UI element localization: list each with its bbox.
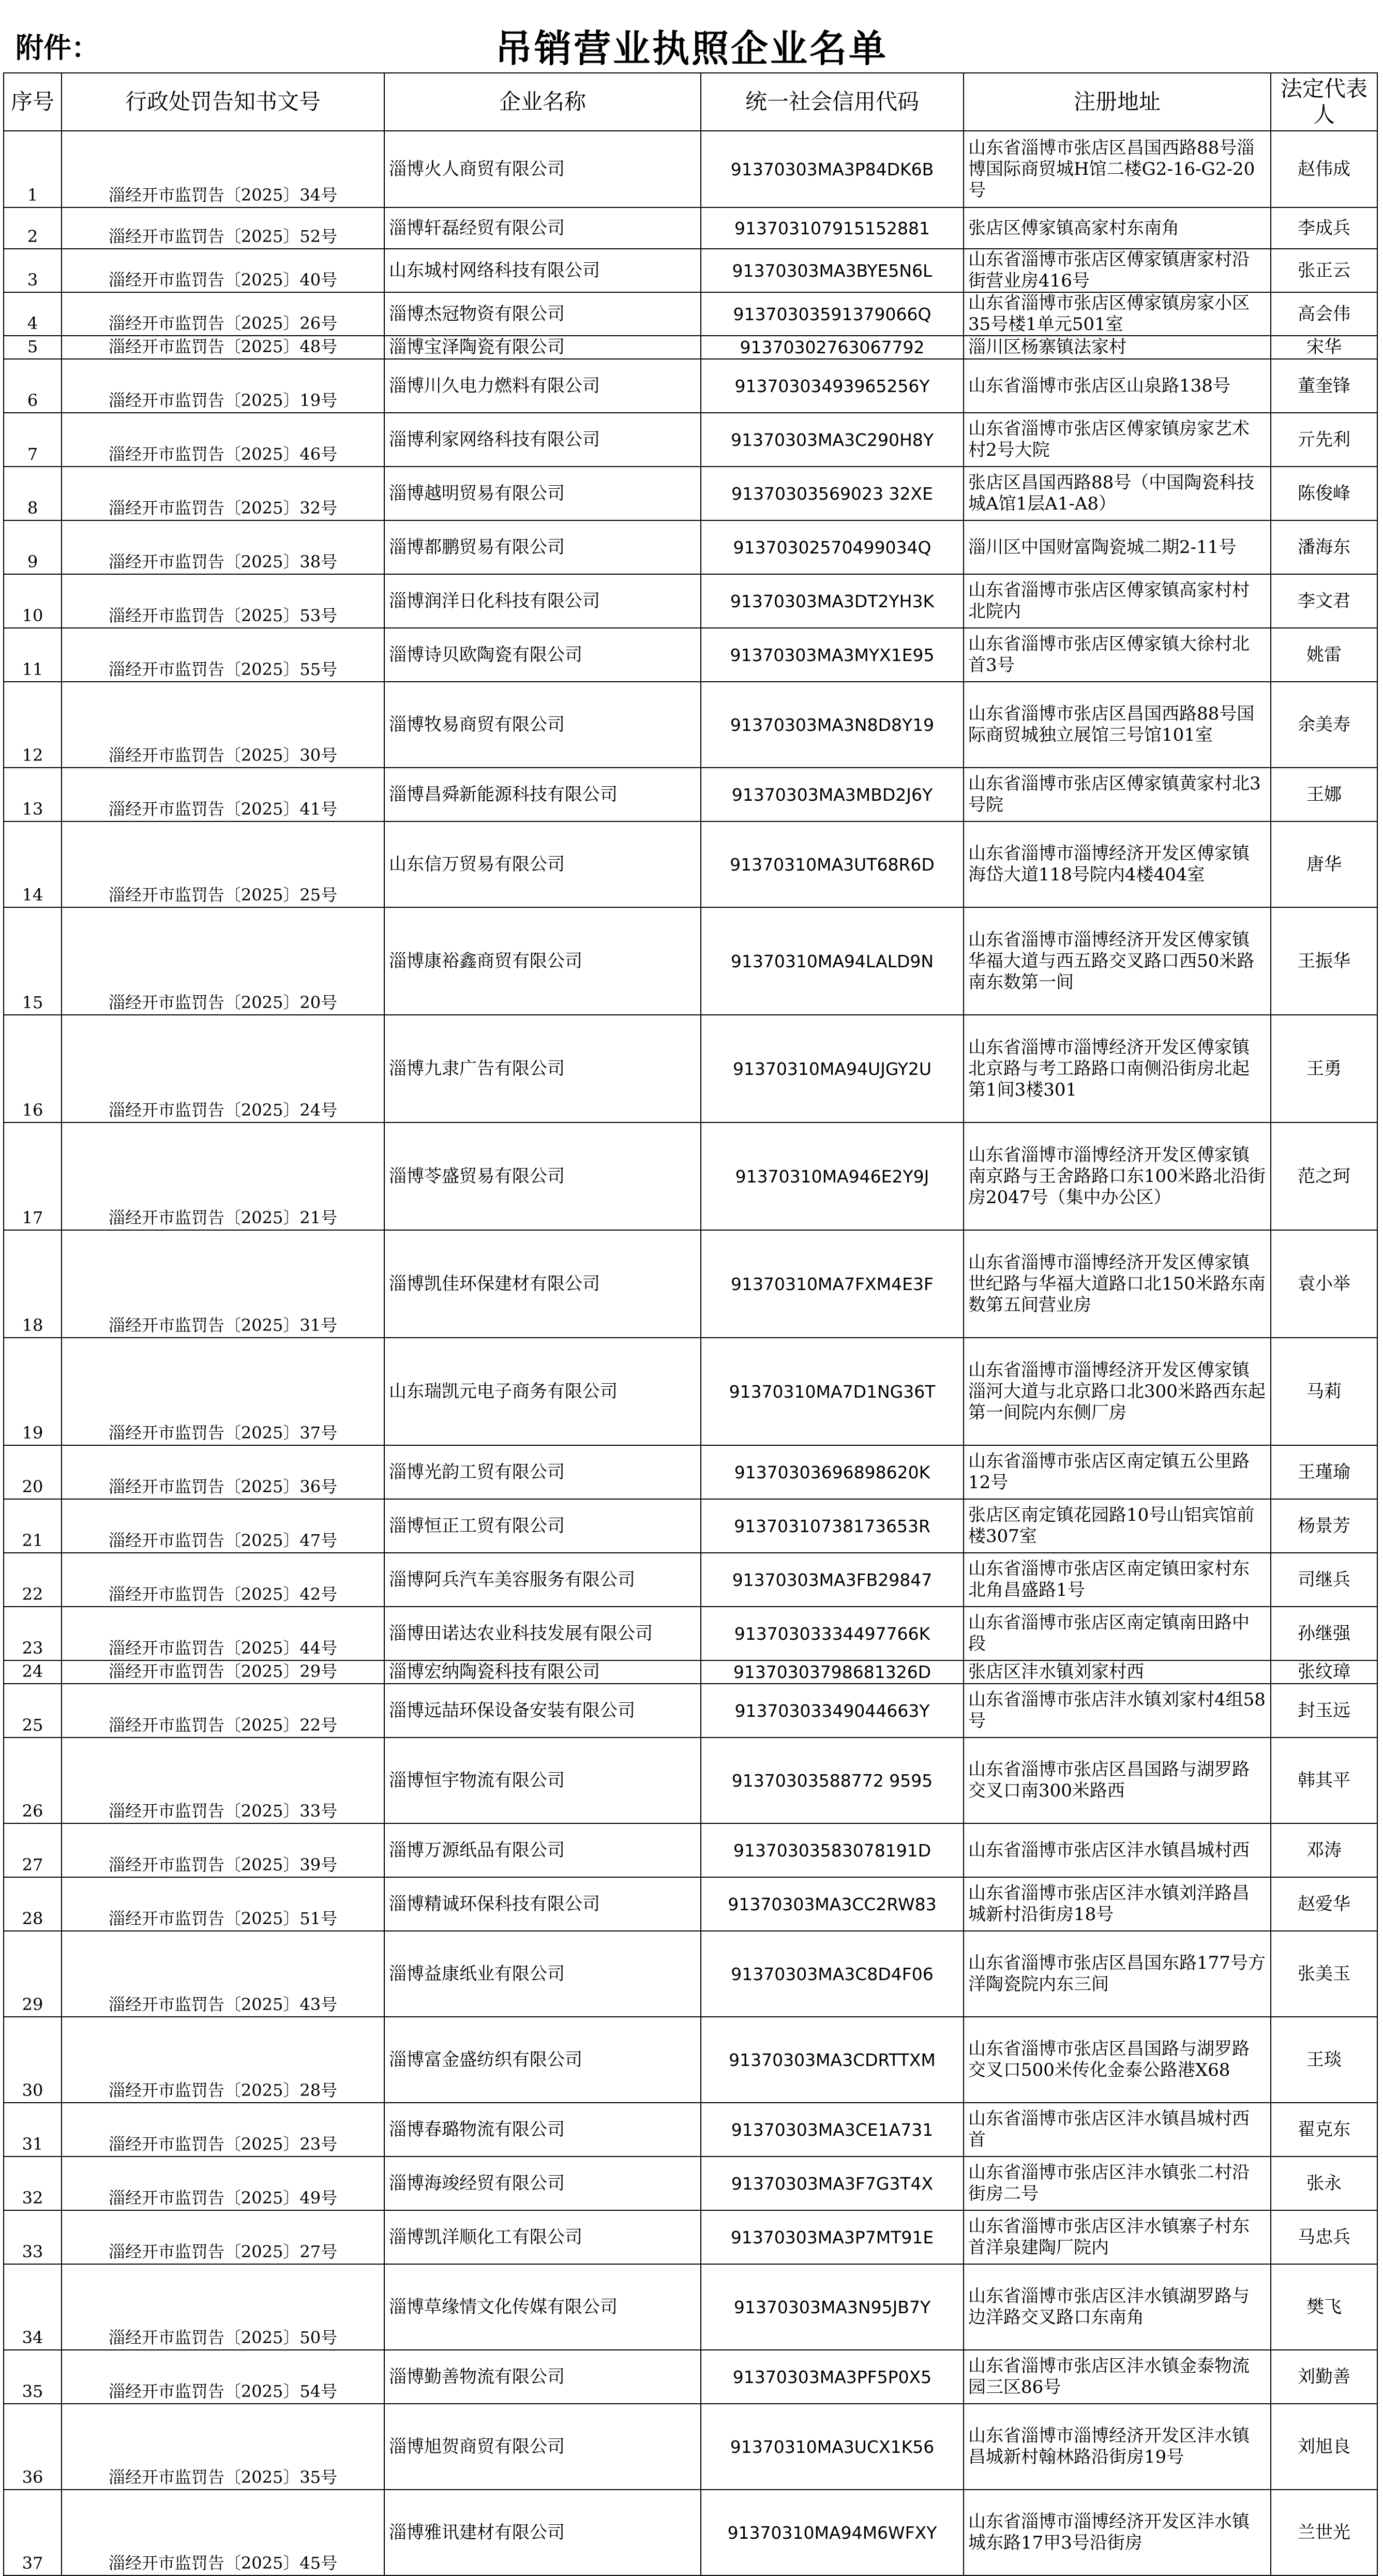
cell-legal-rep: 王振华 <box>1271 907 1377 1015</box>
cell-legal-rep: 唐华 <box>1271 821 1377 907</box>
cell-company-name: 淄博川久电力燃料有限公司 <box>384 359 701 413</box>
cell-doc-number: 淄经开市监罚告〔2025〕27号 <box>62 2210 384 2264</box>
cell-company-name: 淄博勤善物流有限公司 <box>384 2350 701 2404</box>
cell-seq: 11 <box>4 628 62 682</box>
cell-credit-code: 91370310MA3UCX1K56 <box>701 2404 964 2490</box>
table-row <box>4 2017 1377 2103</box>
cell-seq: 7 <box>4 413 62 467</box>
cell-seq: 33 <box>4 2210 62 2264</box>
cell-company-name: 淄博阿兵汽车美容服务有限公司 <box>384 1553 701 1607</box>
table-row <box>4 520 1377 574</box>
table-row <box>4 292 1377 336</box>
cell-company-name: 淄博益康纸业有限公司 <box>384 1931 701 2017</box>
cell-company-name: 淄博海竣经贸有限公司 <box>384 2156 701 2210</box>
cell-legal-rep: 高会伟 <box>1271 292 1377 336</box>
table-row <box>4 1660 1377 1684</box>
cell-legal-rep: 马忠兵 <box>1271 2210 1377 2264</box>
table-row <box>4 359 1377 413</box>
table-row <box>4 2210 1377 2264</box>
cell-credit-code: 91370303MA3PF5P0X5 <box>701 2350 964 2404</box>
cell-seq: 36 <box>4 2404 62 2490</box>
table-row <box>4 628 1377 682</box>
cell-seq: 10 <box>4 574 62 628</box>
cell-legal-rep: 李成兵 <box>1271 207 1377 249</box>
cell-address: 山东省淄博市张店区沣水镇刘洋路昌城新村沿街房18号 <box>964 1877 1271 1931</box>
cell-credit-code: 91370303MA3CDRTTXM <box>701 2017 964 2103</box>
cell-address: 淄川区中国财富陶瓷城二期2-11号 <box>964 520 1271 574</box>
cell-doc-number: 淄经开市监罚告〔2025〕34号 <box>62 131 384 207</box>
cell-doc-number: 淄经开市监罚告〔2025〕30号 <box>62 682 384 768</box>
cell-doc-number: 淄经开市监罚告〔2025〕51号 <box>62 1877 384 1931</box>
cell-company-name: 淄博牧易商贸有限公司 <box>384 682 701 768</box>
cell-credit-code: 91370303MA3N95JB7Y <box>701 2264 964 2350</box>
table-row <box>4 821 1377 907</box>
cell-doc-number: 淄经开市监罚告〔2025〕31号 <box>62 1230 384 1338</box>
cell-doc-number: 淄经开市监罚告〔2025〕28号 <box>62 2017 384 2103</box>
cell-address: 山东省淄博市张店区沣水镇昌城村西 <box>964 1823 1271 1877</box>
cell-credit-code: 91370310MA94UJGY2U <box>701 1015 964 1122</box>
cell-legal-rep: 李文君 <box>1271 574 1377 628</box>
table-row <box>4 682 1377 768</box>
cell-legal-rep: 王勇 <box>1271 1015 1377 1122</box>
cell-credit-code: 91370303MA3BYE5N6L <box>701 249 964 292</box>
table-row <box>4 907 1377 1015</box>
cell-company-name: 淄博光韵工贸有限公司 <box>384 1445 701 1499</box>
table-header-row <box>4 73 1377 131</box>
cell-doc-number: 淄经开市监罚告〔2025〕50号 <box>62 2264 384 2350</box>
cell-doc-number: 淄经开市监罚告〔2025〕48号 <box>62 336 384 359</box>
cell-legal-rep: 张正云 <box>1271 249 1377 292</box>
cell-company-name: 淄博精诚环保科技有限公司 <box>384 1877 701 1931</box>
cell-company-name: 淄博都鹏贸易有限公司 <box>384 520 701 574</box>
table-row <box>4 1931 1377 2017</box>
header-address: 注册地址 <box>964 73 1271 131</box>
cell-credit-code: 91370310738173653R <box>701 1499 964 1553</box>
cell-address: 山东省淄博市张店沣水镇刘家村4组58号 <box>964 1684 1271 1738</box>
cell-address: 山东省淄博市淄博经济开发区沣水镇昌城新村翰林路沿街房19号 <box>964 2404 1271 2490</box>
cell-company-name: 淄博九隶广告有限公司 <box>384 1015 701 1122</box>
cell-legal-rep: 王娜 <box>1271 768 1377 821</box>
cell-seq: 18 <box>4 1230 62 1338</box>
cell-company-name: 淄博润洋日化科技有限公司 <box>384 574 701 628</box>
cell-company-name: 淄博远喆环保设备安装有限公司 <box>384 1684 701 1738</box>
cell-address: 山东省淄博市淄博经济开发区傅家镇淄河大道与北京路口北300米路西东起第一间院内东侧厂房 <box>964 1338 1271 1445</box>
cell-doc-number: 淄经开市监罚告〔2025〕32号 <box>62 467 384 520</box>
cell-legal-rep: 马莉 <box>1271 1338 1377 1445</box>
cell-credit-code: 91370303MA3N8D8Y19 <box>701 682 964 768</box>
cell-company-name: 淄博宏纳陶瓷科技有限公司 <box>384 1660 701 1684</box>
cell-address: 张店区南定镇花园路10号山铝宾馆前楼307室 <box>964 1499 1271 1553</box>
cell-address: 山东省淄博市张店区傅家镇唐家村沿街营业房416号 <box>964 249 1271 292</box>
cell-company-name: 淄博昌舜新能源科技有限公司 <box>384 768 701 821</box>
table-row <box>4 1684 1377 1738</box>
table-row <box>4 1338 1377 1445</box>
cell-company-name: 淄博恒正工贸有限公司 <box>384 1499 701 1553</box>
cell-credit-code: 91370310MA3UT68R6D <box>701 821 964 907</box>
cell-company-name: 淄博万源纸品有限公司 <box>384 1823 701 1877</box>
cell-legal-rep: 姚雷 <box>1271 628 1377 682</box>
table-row <box>4 1445 1377 1499</box>
cell-legal-rep: 余美寿 <box>1271 682 1377 768</box>
cell-credit-code: 91370303MA3CE1A731 <box>701 2103 964 2156</box>
table-row <box>4 413 1377 467</box>
cell-address: 山东省淄博市张店区沣水镇昌城村西首 <box>964 2103 1271 2156</box>
cell-doc-number: 淄经开市监罚告〔2025〕49号 <box>62 2156 384 2210</box>
cell-credit-code: 91370302570499034Q <box>701 520 964 574</box>
table-row <box>4 336 1377 359</box>
cell-credit-code: 91370310MA946E2Y9J <box>701 1122 964 1230</box>
cell-address: 山东省淄博市张店区南定镇五公里路12号 <box>964 1445 1271 1499</box>
cell-address: 山东省淄博市张店区沣水镇张二村沿街房二号 <box>964 2156 1271 2210</box>
cell-legal-rep: 刘勤善 <box>1271 2350 1377 2404</box>
cell-seq: 30 <box>4 2017 62 2103</box>
table-row <box>4 467 1377 520</box>
table-row <box>4 1738 1377 1823</box>
cell-seq: 34 <box>4 2264 62 2350</box>
cell-address: 张店区傅家镇高家村东南角 <box>964 207 1271 249</box>
cell-doc-number: 淄经开市监罚告〔2025〕29号 <box>62 1660 384 1684</box>
cell-company-name: 淄博春璐物流有限公司 <box>384 2103 701 2156</box>
table-row <box>4 768 1377 821</box>
cell-seq: 29 <box>4 1931 62 2017</box>
cell-address: 山东省淄博市张店区昌国路与湖罗路交叉口南300米路西 <box>964 1738 1271 1823</box>
cell-legal-rep: 赵伟成 <box>1271 131 1377 207</box>
cell-seq: 23 <box>4 1607 62 1660</box>
cell-doc-number: 淄经开市监罚告〔2025〕44号 <box>62 1607 384 1660</box>
cell-legal-rep: 王瑾瑜 <box>1271 1445 1377 1499</box>
cell-address: 山东省淄博市淄博经济开发区傅家镇华福大道与西五路交叉路口西50米路南东数第一间 <box>964 907 1271 1015</box>
cell-legal-rep: 亓先利 <box>1271 413 1377 467</box>
cell-doc-number: 淄经开市监罚告〔2025〕23号 <box>62 2103 384 2156</box>
cell-address: 山东省淄博市张店区傅家镇房家艺术村2号大院 <box>964 413 1271 467</box>
cell-company-name: 淄博杰冠物资有限公司 <box>384 292 701 336</box>
table-row <box>4 1122 1377 1230</box>
cell-address: 山东省淄博市张店区昌国西路88号淄博国际商贸城H馆二楼G2-16-G2-20号 <box>964 131 1271 207</box>
header-credit-code: 统一社会信用代码 <box>701 73 964 131</box>
cell-doc-number: 淄经开市监罚告〔2025〕20号 <box>62 907 384 1015</box>
cell-legal-rep: 张纹璋 <box>1271 1660 1377 1684</box>
cell-address: 张店区沣水镇刘家村西 <box>964 1660 1271 1684</box>
cell-credit-code: 913703107915152881 <box>701 207 964 249</box>
cell-credit-code: 91370303MA3MYX1E95 <box>701 628 964 682</box>
cell-seq: 5 <box>4 336 62 359</box>
table-row <box>4 1823 1377 1877</box>
cell-legal-rep: 宋华 <box>1271 336 1377 359</box>
cell-address: 山东省淄博市张店区傅家镇大徐村北首3号 <box>964 628 1271 682</box>
cell-seq: 3 <box>4 249 62 292</box>
cell-seq: 32 <box>4 2156 62 2210</box>
cell-address: 山东省淄博市张店区傅家镇黄家村北3号院 <box>964 768 1271 821</box>
cell-legal-rep: 赵爱华 <box>1271 1877 1377 1931</box>
cell-company-name: 山东城村网络科技有限公司 <box>384 249 701 292</box>
cell-legal-rep: 封玉远 <box>1271 1684 1377 1738</box>
cell-company-name: 淄博火人商贸有限公司 <box>384 131 701 207</box>
cell-company-name: 淄博越明贸易有限公司 <box>384 467 701 520</box>
cell-company-name: 淄博田诺达农业科技发展有限公司 <box>384 1607 701 1660</box>
cell-credit-code: 91370303MA3CC2RW83 <box>701 1877 964 1931</box>
cell-company-name: 淄博康裕鑫商贸有限公司 <box>384 907 701 1015</box>
cell-doc-number: 淄经开市监罚告〔2025〕35号 <box>62 2404 384 2490</box>
table-row <box>4 1499 1377 1553</box>
table-row <box>4 2404 1377 2490</box>
attachment-label: 附件： <box>16 32 99 64</box>
table-row <box>4 1553 1377 1607</box>
cell-seq: 27 <box>4 1823 62 1877</box>
cell-credit-code: 91370303MA3FB29847 <box>701 1553 964 1607</box>
cell-address: 山东省淄博市淄博经济开发区傅家镇北京路与考工路路口南侧沿街房北起第1间3楼301 <box>964 1015 1271 1122</box>
cell-doc-number: 淄经开市监罚告〔2025〕40号 <box>62 249 384 292</box>
cell-credit-code: 91370303MA3F7G3T4X <box>701 2156 964 2210</box>
table-row <box>4 1230 1377 1338</box>
header-seq: 序号 <box>4 73 62 131</box>
cell-address: 山东省淄博市张店区傅家镇房家小区35号楼1单元501室 <box>964 292 1271 336</box>
cell-seq: 6 <box>4 359 62 413</box>
cell-seq: 16 <box>4 1015 62 1122</box>
revocation-table <box>3 72 1378 2576</box>
cell-doc-number: 淄经开市监罚告〔2025〕19号 <box>62 359 384 413</box>
cell-seq: 25 <box>4 1684 62 1738</box>
cell-credit-code: 91370310MA94LALD9N <box>701 907 964 1015</box>
cell-company-name: 淄博苓盛贸易有限公司 <box>384 1122 701 1230</box>
cell-seq: 35 <box>4 2350 62 2404</box>
table-row <box>4 2490 1377 2575</box>
cell-doc-number: 淄经开市监罚告〔2025〕22号 <box>62 1684 384 1738</box>
cell-credit-code: 91370303569023 32XE <box>701 467 964 520</box>
cell-address: 山东省淄博市张店区沣水镇金泰物流园三区86号 <box>964 2350 1271 2404</box>
cell-address: 山东省淄博市张店区沣水镇湖罗路与边洋路交叉路口东南角 <box>964 2264 1271 2350</box>
table-row <box>4 2350 1377 2404</box>
cell-seq: 4 <box>4 292 62 336</box>
cell-legal-rep: 陈俊峰 <box>1271 467 1377 520</box>
cell-address: 山东省淄博市淄博经济开发区傅家镇南京路与王舍路路口东100米路北沿街房2047号（集中办公区） <box>964 1122 1271 1230</box>
cell-seq: 37 <box>4 2490 62 2575</box>
cell-doc-number: 淄经开市监罚告〔2025〕43号 <box>62 1931 384 2017</box>
table-row <box>4 2156 1377 2210</box>
cell-legal-rep: 王琰 <box>1271 2017 1377 2103</box>
cell-company-name: 淄博旭贺商贸有限公司 <box>384 2404 701 2490</box>
cell-seq: 8 <box>4 467 62 520</box>
cell-credit-code: 91370303583078191D <box>701 1823 964 1877</box>
cell-legal-rep: 韩其平 <box>1271 1738 1377 1823</box>
cell-seq: 1 <box>4 131 62 207</box>
cell-address: 山东省淄博市张店区傅家镇高家村村北院内 <box>964 574 1271 628</box>
cell-credit-code: 91370303MA3P84DK6B <box>701 131 964 207</box>
cell-company-name: 淄博凯佳环保建材有限公司 <box>384 1230 701 1338</box>
cell-company-name: 淄博恒宇物流有限公司 <box>384 1738 701 1823</box>
cell-seq: 9 <box>4 520 62 574</box>
table-row <box>4 2103 1377 2156</box>
cell-doc-number: 淄经开市监罚告〔2025〕54号 <box>62 2350 384 2404</box>
cell-doc-number: 淄经开市监罚告〔2025〕41号 <box>62 768 384 821</box>
cell-seq: 28 <box>4 1877 62 1931</box>
table-row <box>4 249 1377 292</box>
cell-doc-number: 淄经开市监罚告〔2025〕24号 <box>62 1015 384 1122</box>
table-row <box>4 1015 1377 1122</box>
table-row <box>4 207 1377 249</box>
cell-address: 张店区昌国西路88号（中国陶瓷科技城A馆1层A1-A8） <box>964 467 1271 520</box>
cell-company-name: 淄博草缘情文化传媒有限公司 <box>384 2264 701 2350</box>
cell-company-name: 山东信万贸易有限公司 <box>384 821 701 907</box>
cell-seq: 15 <box>4 907 62 1015</box>
cell-seq: 20 <box>4 1445 62 1499</box>
table-row <box>4 2264 1377 2350</box>
cell-credit-code: 91370310MA7D1NG36T <box>701 1338 964 1445</box>
cell-doc-number: 淄经开市监罚告〔2025〕52号 <box>62 207 384 249</box>
cell-address: 山东省淄博市淄博经济开发区傅家镇世纪路与华福大道路口北150米路东南数第五间营业房 <box>964 1230 1271 1338</box>
cell-company-name: 淄博诗贝欧陶瓷有限公司 <box>384 628 701 682</box>
header-doc-number: 行政处罚告知书文号 <box>62 73 384 131</box>
cell-credit-code: 91370303MA3C8D4F06 <box>701 1931 964 2017</box>
cell-seq: 14 <box>4 821 62 907</box>
cell-credit-code: 91370310MA7FXM4E3F <box>701 1230 964 1338</box>
cell-seq: 31 <box>4 2103 62 2156</box>
cell-legal-rep: 兰世光 <box>1271 2490 1377 2575</box>
cell-doc-number: 淄经开市监罚告〔2025〕21号 <box>62 1122 384 1230</box>
cell-legal-rep: 张永 <box>1271 2156 1377 2210</box>
cell-company-name: 淄博凯洋顺化工有限公司 <box>384 2210 701 2264</box>
cell-address: 山东省淄博市张店区昌国西路88号国际商贸城独立展馆三号馆101室 <box>964 682 1271 768</box>
cell-address: 山东省淄博市张店区南定镇田家村东北角昌盛路1号 <box>964 1553 1271 1607</box>
table-row <box>4 1877 1377 1931</box>
cell-company-name: 淄博利家网络科技有限公司 <box>384 413 701 467</box>
cell-seq: 26 <box>4 1738 62 1823</box>
cell-legal-rep: 袁小举 <box>1271 1230 1377 1338</box>
cell-address: 淄川区杨寨镇法家村 <box>964 336 1271 359</box>
cell-legal-rep: 范之珂 <box>1271 1122 1377 1230</box>
cell-address: 山东省淄博市淄博经济开发区傅家镇海岱大道118号院内4楼404室 <box>964 821 1271 907</box>
header-company-name: 企业名称 <box>384 73 701 131</box>
cell-credit-code: 91370303696898620K <box>701 1445 964 1499</box>
cell-doc-number: 淄经开市监罚告〔2025〕25号 <box>62 821 384 907</box>
cell-address: 山东省淄博市淄博经济开发区沣水镇城东路17甲3号沿街房 <box>964 2490 1271 2575</box>
cell-credit-code: 91370303493965256Y <box>701 359 964 413</box>
cell-address: 山东省淄博市张店区南定镇南田路中段 <box>964 1607 1271 1660</box>
cell-doc-number: 淄经开市监罚告〔2025〕53号 <box>62 574 384 628</box>
cell-address: 山东省淄博市张店区山泉路138号 <box>964 359 1271 413</box>
cell-credit-code: 91370303MA3DT2YH3K <box>701 574 964 628</box>
cell-seq: 22 <box>4 1553 62 1607</box>
cell-doc-number: 淄经开市监罚告〔2025〕45号 <box>62 2490 384 2575</box>
cell-doc-number: 淄经开市监罚告〔2025〕26号 <box>62 292 384 336</box>
cell-legal-rep: 邓涛 <box>1271 1823 1377 1877</box>
cell-credit-code: 91370303588772 9595 <box>701 1738 964 1823</box>
cell-credit-code: 91370303MA3P7MT91E <box>701 2210 964 2264</box>
page-title: 吊销营业执照企业名单 <box>494 26 888 70</box>
cell-address: 山东省淄博市张店区昌国东路177号方洋陶瓷院内东三间 <box>964 1931 1271 2017</box>
cell-doc-number: 淄经开市监罚告〔2025〕46号 <box>62 413 384 467</box>
cell-seq: 21 <box>4 1499 62 1553</box>
table-row <box>4 1607 1377 1660</box>
cell-legal-rep: 翟克东 <box>1271 2103 1377 2156</box>
cell-legal-rep: 潘海东 <box>1271 520 1377 574</box>
cell-seq: 2 <box>4 207 62 249</box>
cell-credit-code: 91370303MA3MBD2J6Y <box>701 768 964 821</box>
cell-company-name: 淄博轩磊经贸有限公司 <box>384 207 701 249</box>
cell-address: 山东省淄博市张店区沣水镇寨子村东首洋泉建陶厂院内 <box>964 2210 1271 2264</box>
cell-seq: 19 <box>4 1338 62 1445</box>
table-row <box>4 574 1377 628</box>
cell-seq: 24 <box>4 1660 62 1684</box>
cell-doc-number: 淄经开市监罚告〔2025〕39号 <box>62 1823 384 1877</box>
cell-credit-code: 91370303591379066Q <box>701 292 964 336</box>
cell-company-name: 淄博雅讯建材有限公司 <box>384 2490 701 2575</box>
cell-company-name: 淄博宝泽陶瓷有限公司 <box>384 336 701 359</box>
cell-seq: 17 <box>4 1122 62 1230</box>
cell-legal-rep: 刘旭良 <box>1271 2404 1377 2490</box>
cell-legal-rep: 董奎锋 <box>1271 359 1377 413</box>
cell-credit-code: 91370310MA94M6WFXY <box>701 2490 964 2575</box>
cell-company-name: 淄博富金盛纺织有限公司 <box>384 2017 701 2103</box>
cell-legal-rep: 孙继强 <box>1271 1607 1377 1660</box>
cell-credit-code: 91370303334497766K <box>701 1607 964 1660</box>
cell-doc-number: 淄经开市监罚告〔2025〕37号 <box>62 1338 384 1445</box>
cell-doc-number: 淄经开市监罚告〔2025〕38号 <box>62 520 384 574</box>
cell-credit-code: 91370303798681326D <box>701 1660 964 1684</box>
table-row <box>4 131 1377 207</box>
header-legal-rep: 法定代表人 <box>1271 73 1377 131</box>
cell-legal-rep: 司继兵 <box>1271 1553 1377 1607</box>
cell-doc-number: 淄经开市监罚告〔2025〕42号 <box>62 1553 384 1607</box>
cell-seq: 12 <box>4 682 62 768</box>
cell-credit-code: 91370302763067792 <box>701 336 964 359</box>
cell-doc-number: 淄经开市监罚告〔2025〕47号 <box>62 1499 384 1553</box>
cell-credit-code: 91370303MA3C290H8Y <box>701 413 964 467</box>
cell-address: 山东省淄博市张店区昌国路与湖罗路交叉口500米传化金泰公路港X68 <box>964 2017 1271 2103</box>
cell-legal-rep: 杨景芳 <box>1271 1499 1377 1553</box>
cell-legal-rep: 张美玉 <box>1271 1931 1377 2017</box>
table-body <box>4 131 1377 2575</box>
cell-seq: 13 <box>4 768 62 821</box>
cell-doc-number: 淄经开市监罚告〔2025〕33号 <box>62 1738 384 1823</box>
cell-doc-number: 淄经开市监罚告〔2025〕36号 <box>62 1445 384 1499</box>
cell-company-name: 山东瑞凯元电子商务有限公司 <box>384 1338 701 1445</box>
cell-credit-code: 91370303349044663Y <box>701 1684 964 1738</box>
cell-doc-number: 淄经开市监罚告〔2025〕55号 <box>62 628 384 682</box>
cell-legal-rep: 樊飞 <box>1271 2264 1377 2350</box>
